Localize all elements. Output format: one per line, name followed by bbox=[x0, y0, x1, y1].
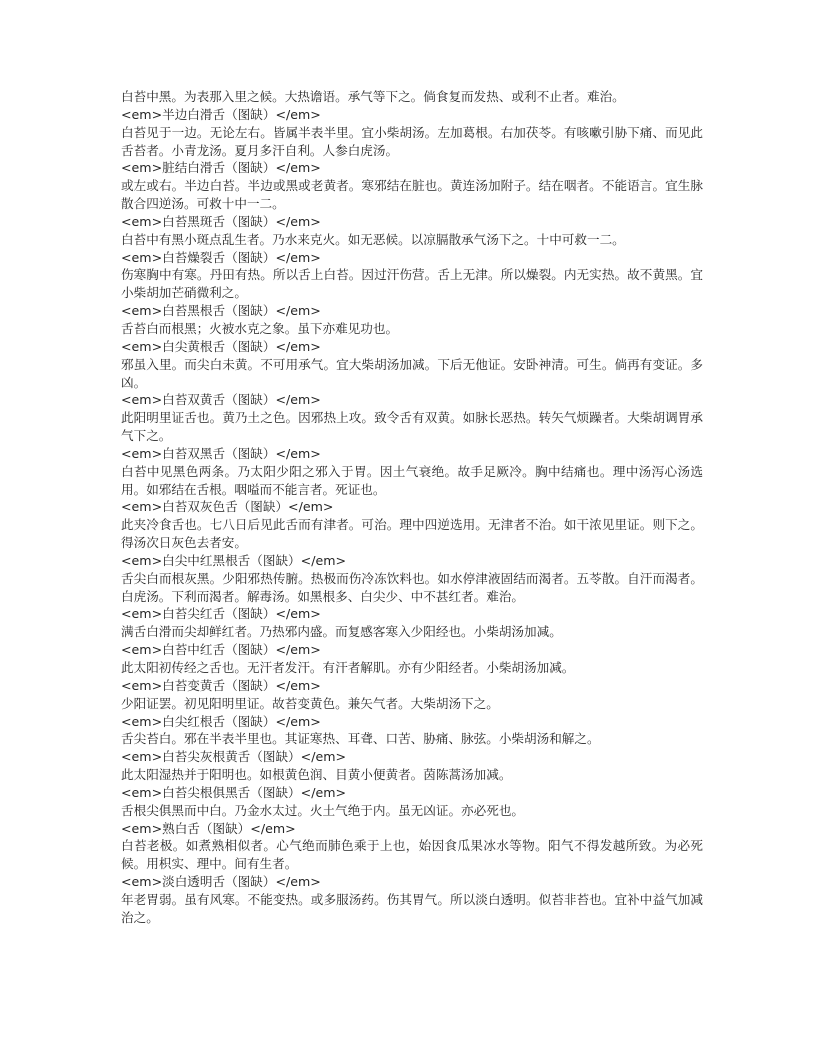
body-paragraph: 邪虽入里。而尖白未黄。不可用承气。宜大柴胡汤加减。下后无他证。安卧神清。可生。倘再有变证。多凶。 bbox=[121, 356, 703, 390]
body-paragraph: 舌苔白而根黑；火被水克之象。虽下亦难见功也。 bbox=[121, 320, 399, 336]
section-heading-markup: <em>白苔尖灰根黄舌（图缺）</em> bbox=[121, 749, 347, 765]
section-heading-markup: <em>白尖红根舌（图缺）</em> bbox=[121, 713, 321, 729]
section-heading-markup: <em>白苔双黑舌（图缺）</em> bbox=[121, 445, 321, 461]
section-heading-markup: <em>半边白滑舌（图缺）</em> bbox=[121, 106, 321, 122]
section-heading-markup: <em>白苔双黄舌（图缺）</em> bbox=[121, 392, 321, 408]
section-heading-markup: <em>熟白舌（图缺）</em> bbox=[121, 820, 296, 836]
section-heading-markup: <em>白尖黄根舌（图缺）</em> bbox=[121, 338, 321, 354]
body-paragraph: 此太阳湿热并于阳明也。如根黄色润、目黄小便黄者。茵陈蒿汤加减。 bbox=[121, 767, 512, 783]
section-heading-markup: <em>白苔黑根舌（图缺）</em> bbox=[121, 303, 321, 319]
body-paragraph: 或左或右。半边白苔。半边或黑或老黄者。寒邪结在脏也。黄连汤加附子。结在咽者。不能语言。宜生脉散合四逆汤。可救十中一二。 bbox=[121, 178, 703, 212]
section-heading-markup: <em>白苔双灰色舌（图缺）</em> bbox=[121, 499, 334, 515]
section-heading-markup: <em>白苔尖红舌（图缺）</em> bbox=[121, 606, 321, 622]
body-paragraph: 满舌白滑而尖却鲜红者。乃热邪内盛。而复感客寒入少阳经也。小柴胡汤加减。 bbox=[121, 624, 562, 640]
body-paragraph: 少阳证罢。初见阳明里证。故苔变黄色。兼矢气者。大柴胡汤下之。 bbox=[121, 695, 499, 711]
body-paragraph: 此阳明里证舌也。黄乃土之色。因邪热上攻。致令舌有双黄。如脉长恶热。转矢气烦躁者。大柴胡调胃承气下之。 bbox=[121, 410, 703, 444]
body-paragraph: 舌尖白而根灰黑。少阳邪热传腑。热极而伤冷冻饮料也。如水停津液固结而渴者。五苓散。自汗而渴者。白虎汤。下利而渴者。解毒汤。如黑根多、白尖少、中不甚红者。难治。 bbox=[121, 570, 703, 604]
section-heading-markup: <em>白苔燥裂舌（图缺）</em> bbox=[121, 249, 321, 265]
body-paragraph: 白苔见于一边。无论左右。皆属半表半里。宜小柴胡汤。左加葛根。右加茯苓。有咳嗽引胁下痛、而见此舌苔者。小青龙汤。夏月多汗自利。人参白虎汤。 bbox=[121, 124, 703, 158]
section-heading-markup: <em>淡白透明舌（图缺）</em> bbox=[121, 874, 321, 890]
body-paragraph: 白苔中见黑色两条。乃太阳少阳之邪入于胃。因土气衰绝。故手足厥冷。胸中结痛也。理中汤泻心汤选用。如邪结在舌根。咽嗌而不能言者。死证也。 bbox=[121, 463, 703, 497]
section-heading-markup: <em>白苔变黄舌（图缺）</em> bbox=[121, 677, 321, 693]
body-paragraph: 年老胃弱。虽有风寒。不能变热。或多服汤药。伤其胃气。所以淡白透明。似苔非苔也。宜补中益气加减治之。 bbox=[121, 891, 703, 925]
section-heading-markup: <em>白苔黑斑舌（图缺）</em> bbox=[121, 213, 321, 229]
body-paragraph: 白苔中有黑小斑点乱生者。乃水来克火。如无恶候。以凉膈散承气汤下之。十中可救一二。 bbox=[121, 231, 625, 247]
document-text-body bbox=[121, 88, 703, 927]
section-heading-markup: <em>脏结白滑舌（图缺）</em> bbox=[121, 160, 321, 176]
body-paragraph: 此夹冷食舌也。七八日后见此舌而有津者。可治。理中四逆选用。无津者不治。如干浓见里证。则下之。得汤次日灰色去者安。 bbox=[121, 517, 703, 551]
body-paragraph: 此太阳初传经之舌也。无汗者发汗。有汗者解肌。亦有少阳经者。小柴胡汤加减。 bbox=[121, 660, 575, 675]
body-paragraph: 舌根尖俱黑而中白。乃金水太过。火土气绝于内。虽无凶证。亦必死也。 bbox=[121, 802, 524, 818]
section-heading-markup: <em>白苔尖根俱黑舌（图缺）</em> bbox=[121, 784, 347, 800]
section-heading-markup: <em>白苔中红舌（图缺）</em> bbox=[121, 642, 321, 658]
body-paragraph: 白苔中黑。为表那入里之候。大热谵语。承气等下之。倘食复而发热、或利不止者。难治。 bbox=[121, 89, 625, 104]
section-heading-markup: <em>白尖中红黑根舌（图缺）</em> bbox=[121, 552, 347, 568]
body-paragraph: 伤寒胸中有寒。丹田有热。所以舌上白苔。因过汗伤营。舌上无津。所以燥裂。内无实热。故不黄黑。宜小柴胡加芒硝微利之。 bbox=[121, 267, 703, 301]
body-paragraph: 舌尖苔白。邪在半表半里也。其证寒热、耳聋、口苦、胁痛、脉弦。小柴胡汤和解之。 bbox=[121, 731, 600, 747]
body-paragraph: 白苔老极。如煮熟相似者。心气绝而肺色乘于上也，始因食瓜果冰水等物。阳气不得发越所致。为必死候。用枳实、理中。间有生者。 bbox=[121, 838, 703, 872]
